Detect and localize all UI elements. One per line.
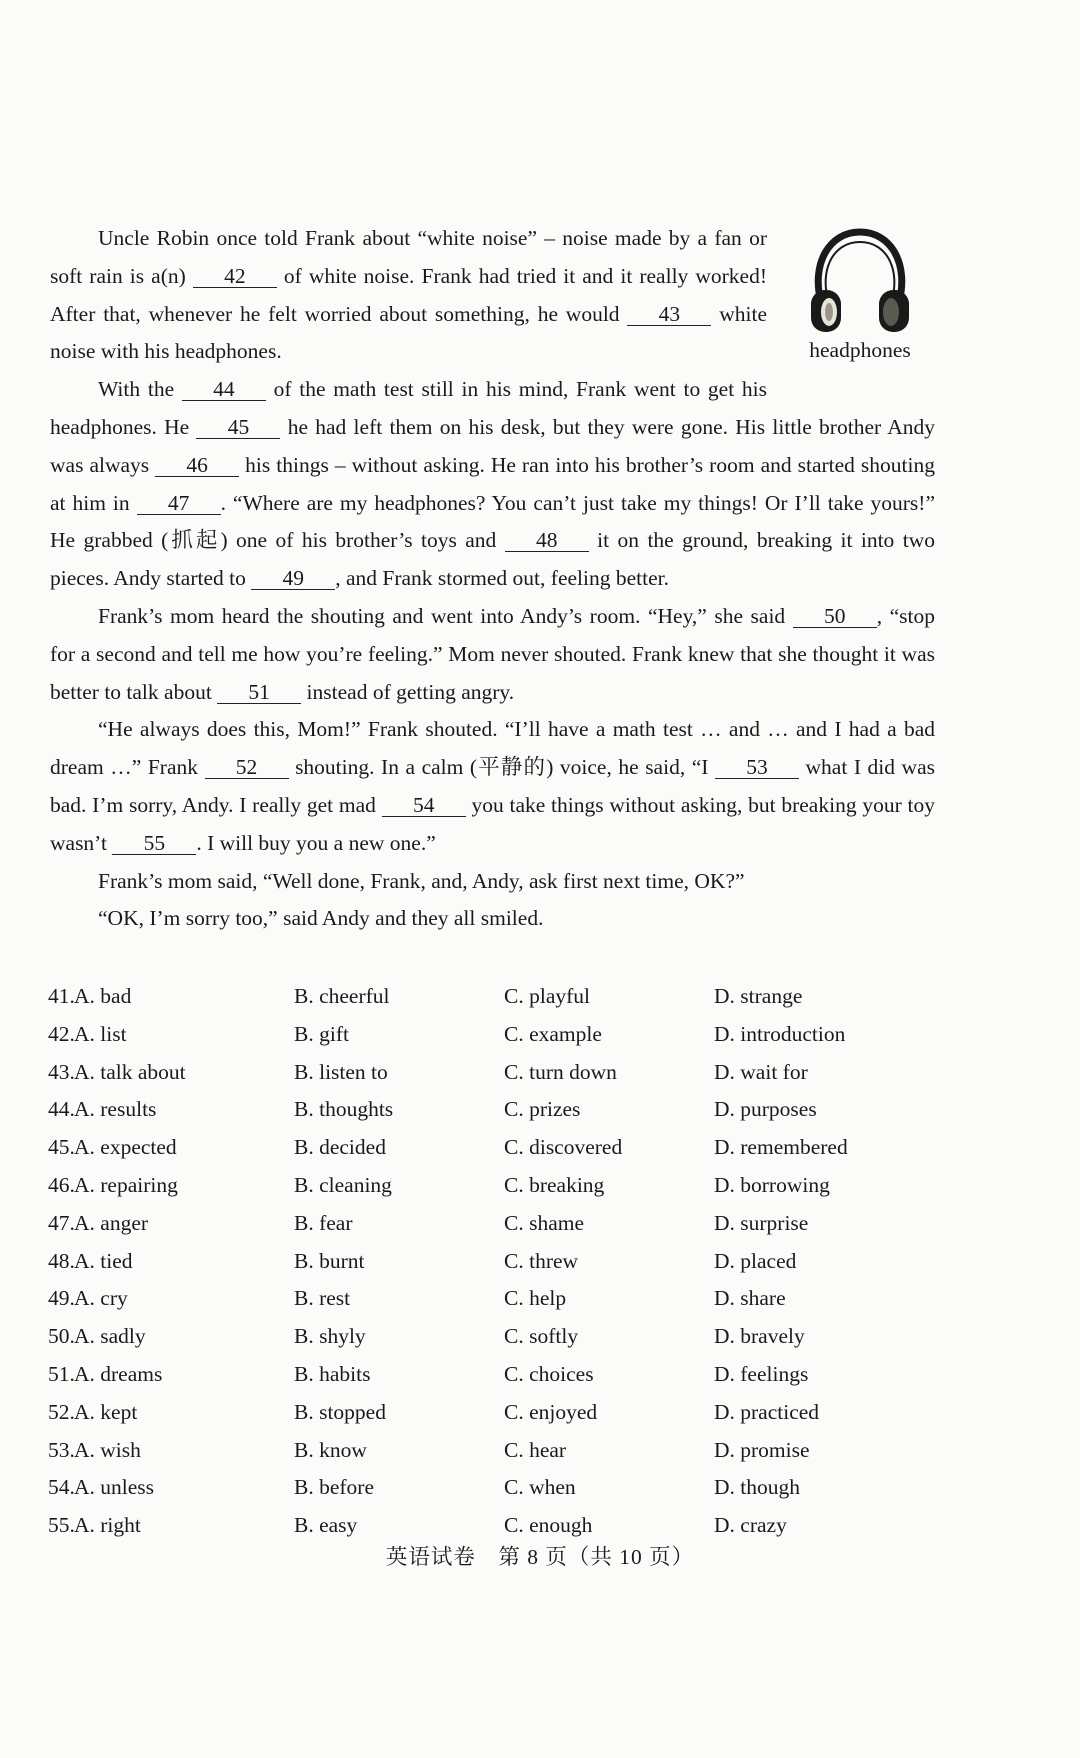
option-a: A. sadly (74, 1324, 146, 1349)
question-row (48, 1356, 938, 1394)
option-b: B. gift (294, 1021, 349, 1046)
option-b: B. shyly (294, 1324, 366, 1349)
passage-text: . “Where are my headphones? You can’t just take my things! Or I’ll take yours!” He grabbed (抓起) one of his brother’s toys and (50, 490, 935, 553)
question-number: 45. (48, 1135, 75, 1160)
option-b: B. rest (294, 1286, 351, 1311)
option-d: D. purposes (714, 1097, 817, 1122)
option-a: A. right (74, 1513, 141, 1538)
passage-text: Uncle Robin once told Frank about “white noise” – noise made by a fan or soft rain is a(n) (50, 226, 767, 288)
question-number: 55. (48, 1513, 75, 1538)
option-b: B. cheerful (294, 984, 390, 1008)
blank-48: 48 (505, 529, 589, 552)
page-footer: 英语试卷 第 8 页（共 10 页） (385, 1545, 695, 1569)
question-row (48, 1318, 938, 1356)
blank-47: 47 (137, 492, 221, 515)
question-number: 43. (48, 1059, 75, 1084)
passage-text: , and Frank stormed out, feeling better. (335, 566, 669, 591)
passage-text: , “stop for a second and tell me how you’re feeling.” Mom never shouted. Frank knew that she thought it was better to talk about (50, 603, 935, 704)
question-number: 53. (48, 1437, 75, 1462)
passage-text: his things – without asking. He ran into his brother’s room and started shouting at him in (50, 452, 935, 515)
option-d: D. though (714, 1475, 800, 1500)
blank-44: 44 (182, 378, 266, 401)
option-c: C. discovered (504, 1135, 623, 1160)
passage-text: of the math test still in his mind, Frank went to get his headphones. He (50, 377, 767, 439)
blank-54: 54 (382, 794, 466, 817)
option-c: C. hear (504, 1437, 567, 1462)
option-b: B. before (294, 1475, 374, 1500)
blank-55: 55 (112, 832, 196, 855)
option-b: B. cleaning (294, 1172, 392, 1197)
option-c: C. threw (504, 1248, 579, 1273)
option-d: D. practiced (714, 1399, 820, 1424)
question-number: 49. (48, 1286, 75, 1311)
question-row (48, 1016, 938, 1054)
paragraph-5: Frank’s mom said, “Well done, Frank, and, Andy, ask first next time, OK?” (98, 868, 745, 893)
option-d: D. bravely (714, 1324, 805, 1349)
option-a: A. results (74, 1097, 157, 1122)
option-c: C. enjoyed (504, 1399, 598, 1424)
question-number: 54. (48, 1475, 75, 1500)
paragraph-6: “OK, I’m sorry too,” said Andy and they all smiled. (98, 906, 544, 931)
passage-text: it on the ground, breaking it into two pieces. Andy started to (50, 528, 935, 591)
option-c: C. example (504, 1021, 602, 1046)
headphones-figure (785, 224, 935, 384)
passage-text: he had left them on his desk, but they were gone. His little brother Andy was always (50, 414, 935, 477)
option-d: D. share (714, 1286, 786, 1311)
question-number: 47. (48, 1210, 75, 1235)
option-a: A. cry (74, 1286, 128, 1311)
option-b: B. fear (294, 1210, 353, 1235)
option-c: C. breaking (504, 1172, 605, 1197)
question-row (48, 1091, 938, 1129)
passage-text: “He always does this, Mom!” Frank shouted. “I’ll have a math test … and … and I had a bad dream …” Frank (50, 717, 935, 780)
option-c: C. enough (504, 1513, 593, 1538)
option-d: D. surprise (714, 1210, 809, 1235)
option-a: A. kept (74, 1399, 138, 1424)
option-b: B. easy (294, 1513, 358, 1538)
option-d: D. crazy (714, 1513, 787, 1538)
blank-43: 43 (627, 303, 711, 326)
option-a: A. anger (74, 1210, 149, 1235)
option-c: C. help (504, 1286, 567, 1311)
paragraph-3 (50, 598, 935, 711)
passage-text: you take things without asking, but breaking your toy wasn’t (50, 792, 935, 855)
option-a: A. unless (74, 1475, 155, 1500)
option-c: C. playful (504, 984, 590, 1008)
passage-text: Frank’s mom heard the shouting and went into Andy’s room. “Hey,” she said (98, 603, 793, 628)
passage-text: shouting. In a calm (平静的) voice, he said, “I (288, 755, 715, 780)
option-b: B. thoughts (294, 1097, 394, 1122)
passage-text: white noise with his headphones. (50, 301, 767, 364)
option-d: D. introduction (714, 1021, 846, 1046)
question-number: 50. (48, 1324, 75, 1349)
answer-options (48, 978, 938, 1545)
passage-text: what I did was bad. I’m sorry, Andy. I really get mad (50, 755, 935, 817)
option-a: A. list (74, 1021, 127, 1046)
option-d: D. promise (714, 1437, 810, 1462)
blank-52: 52 (205, 756, 289, 779)
option-c: C. choices (504, 1361, 594, 1386)
option-a: A. dreams (74, 1361, 163, 1386)
blank-46: 46 (155, 454, 239, 477)
figure-caption: headphones (809, 338, 911, 362)
question-row (48, 1280, 938, 1318)
option-c: C. prizes (504, 1097, 581, 1122)
option-c: C. when (504, 1475, 576, 1500)
headphones-icon (805, 224, 915, 336)
blank-42: 42 (193, 265, 277, 288)
option-c: C. turn down (504, 1059, 617, 1084)
question-row (48, 1129, 938, 1167)
blank-50: 50 (793, 605, 877, 628)
question-row (48, 1394, 938, 1432)
question-row (48, 1243, 938, 1281)
blank-51: 51 (217, 681, 301, 704)
option-b: B. stopped (294, 1399, 386, 1424)
question-row (48, 978, 938, 1016)
question-number: 52. (48, 1399, 75, 1424)
option-a: A. bad (74, 984, 132, 1008)
blank-49: 49 (251, 567, 335, 590)
option-d: D. remembered (714, 1135, 848, 1160)
question-number: 41. (48, 984, 75, 1008)
option-b: B. habits (294, 1361, 371, 1386)
option-c: C. softly (504, 1324, 579, 1349)
passage-text: instead of getting angry. (301, 679, 515, 704)
blank-53: 53 (715, 756, 799, 779)
question-row (48, 1054, 938, 1092)
option-d: D. wait for (714, 1059, 808, 1084)
passage-text: of white noise. Frank had tried it and it really worked! After that, whenever he felt worried about something, he would (50, 263, 767, 326)
option-b: B. listen to (294, 1059, 388, 1084)
paragraph-4 (50, 711, 935, 862)
option-a: A. expected (74, 1135, 177, 1160)
question-number: 44. (48, 1097, 75, 1122)
question-number: 46. (48, 1172, 75, 1197)
question-number: 51. (48, 1361, 75, 1386)
option-b: B. know (294, 1437, 367, 1462)
paragraph-2 (50, 371, 935, 598)
blank-45: 45 (196, 416, 280, 439)
passage-text: . I will buy you a new one.” (196, 830, 436, 855)
option-b: B. decided (294, 1135, 386, 1160)
question-row (48, 1205, 938, 1243)
option-d: D. strange (714, 984, 803, 1008)
option-d: D. placed (714, 1248, 797, 1273)
question-row (48, 1432, 938, 1470)
option-c: C. shame (504, 1210, 585, 1235)
cloze-passage (50, 220, 935, 938)
option-a: A. talk about (74, 1059, 186, 1084)
option-a: A. repairing (74, 1172, 178, 1197)
option-b: B. burnt (294, 1248, 365, 1273)
option-a: A. tied (74, 1248, 133, 1273)
question-number: 42. (48, 1021, 75, 1046)
passage-text: With the (98, 377, 182, 402)
question-row (48, 1167, 938, 1205)
question-number: 48. (48, 1248, 75, 1273)
question-row (48, 1469, 938, 1507)
option-d: D. feelings (714, 1361, 809, 1386)
option-a: A. wish (74, 1437, 141, 1462)
option-d: D. borrowing (714, 1172, 830, 1197)
